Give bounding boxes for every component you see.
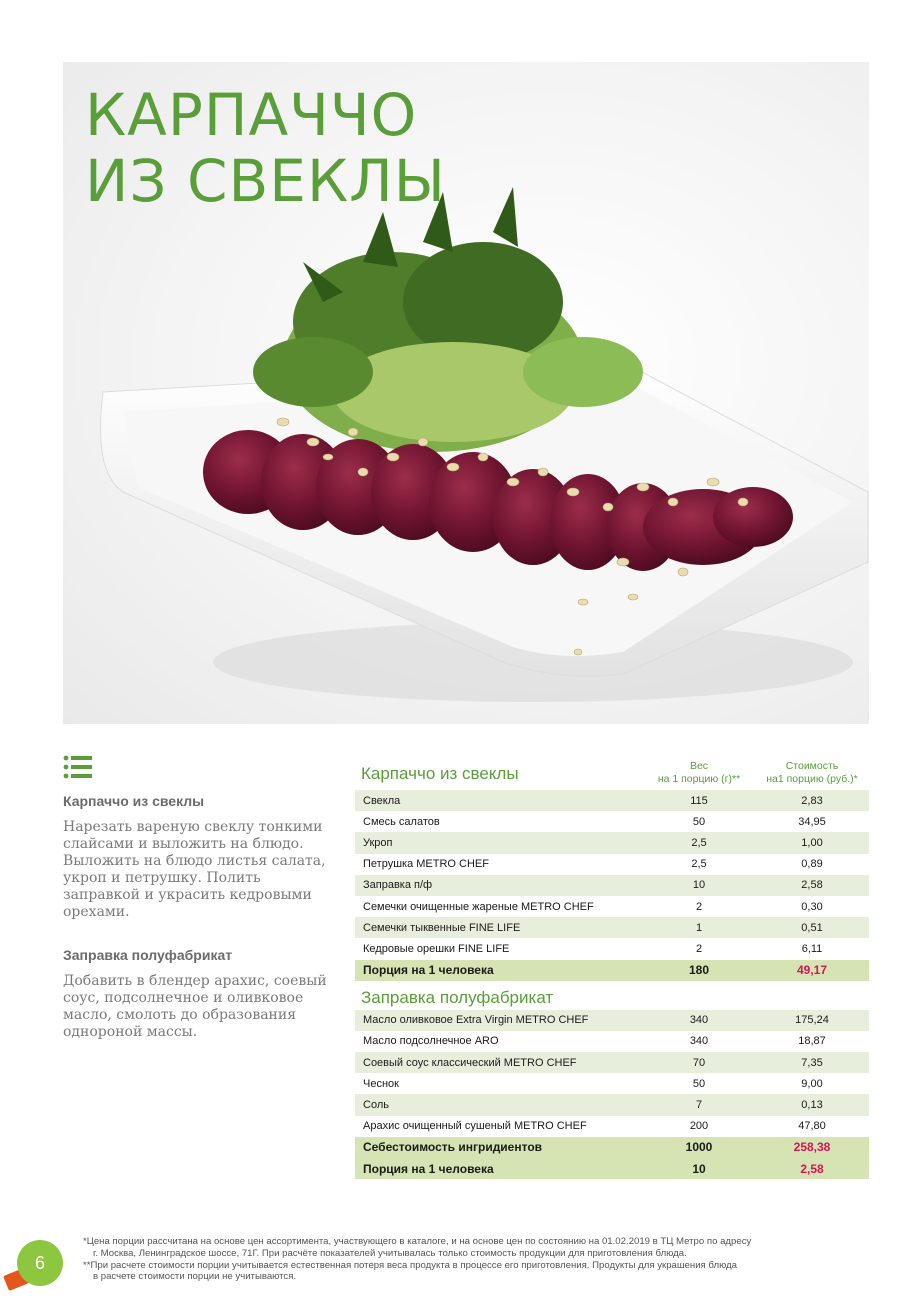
list-icon — [63, 755, 93, 779]
recipe-steps — [63, 793, 331, 1067]
page-title — [85, 82, 446, 214]
ingredient-weight: 2 — [695, 900, 703, 913]
page-number: 6 — [17, 1240, 63, 1286]
table-title: Карпаччо из свеклы — [361, 764, 519, 783]
ingredient-name: Семечки тыквенные FINE LIFE — [363, 921, 521, 934]
cost-header-line-2: на1 порцию (руб.)* — [766, 773, 858, 785]
ingredient-weight: 200 — [689, 1120, 709, 1133]
table-row — [355, 896, 869, 917]
footnote-line: г. Москва, Ленинградское шоссе, 71Г. При расчёте показателей учитывалась только стоимость продукции для приготовления блюда. — [93, 1247, 687, 1259]
table-row — [355, 1073, 869, 1094]
ingredient-name: Соль — [363, 1099, 389, 1112]
total-row — [355, 960, 869, 981]
ingredient-name: Кедровые орешки FINE LIFE — [363, 942, 510, 955]
ingredient-cost: 2,58 — [801, 879, 823, 892]
table-row — [355, 811, 869, 832]
table-row — [355, 1010, 869, 1031]
step-title: Карпаччо из свеклы — [63, 793, 205, 809]
ingredient-weight: 340 — [689, 1014, 709, 1027]
ingredient-name: Масло подсолнечное ARO — [363, 1035, 499, 1048]
table-row — [355, 1052, 869, 1073]
ingredient-cost: 7,35 — [801, 1056, 823, 1069]
table-row — [355, 1116, 869, 1137]
total-cost: 2,58 — [800, 1161, 824, 1176]
ingredient-weight: 2,5 — [691, 858, 707, 871]
ingredient-name: Смесь салатов — [363, 815, 440, 828]
ingredient-cost: 0,51 — [801, 921, 823, 934]
ingredient-name: Семечки очищенные жареные METRO CHEF — [363, 900, 594, 913]
footnote-line: *Цена порции рассчитана на основе цен ассортимента, участвующего в каталоге, и на основе цен по состоянию на 01.02.2019 в ТЦ Метро по адресу — [83, 1236, 752, 1247]
ingredient-name: Чеснок — [363, 1077, 399, 1090]
total-cost: 49,17 — [796, 963, 828, 978]
ingredient-cost: 0,89 — [801, 858, 823, 871]
ingredient-cost: 1,00 — [801, 836, 823, 849]
ingredient-weight: 50 — [692, 1077, 706, 1090]
ingredient-name: Соевый соус классический METRO CHEF — [363, 1056, 577, 1069]
total-label: Себестоимость ингридиентов — [363, 1140, 543, 1155]
ingredient-cost: 34,95 — [798, 815, 826, 828]
ingredient-name: Укроп — [363, 836, 393, 849]
footnote-line: **При расчете стоимости порции учитывается естественная потеря веса продукта в процессе его приготовления. Продукты для украшения блюда — [83, 1259, 737, 1271]
page-title-line-2: ИЗ СВЕКЛЫ — [85, 147, 446, 215]
table-row — [355, 938, 869, 959]
ingredient-cost: 0,30 — [801, 900, 823, 913]
cost-table — [355, 760, 869, 1179]
ingredient-weight: 70 — [692, 1056, 706, 1069]
ingredient-name: Петрушка METRO CHEF — [363, 858, 489, 871]
cost-column-header — [755, 760, 869, 786]
sub-section-title: Заправка полуфабрикат — [361, 987, 554, 1007]
ingredient-weight: 10 — [692, 879, 706, 892]
ingredient-weight: 50 — [692, 815, 706, 828]
ingredient-weight: 340 — [689, 1035, 709, 1048]
total-label: Порция на 1 человека — [363, 1161, 494, 1176]
total-weight: 10 — [692, 1161, 706, 1176]
step-text: Нарезать вареную свеклу тонкими слайсами и выложить на блюдо. Выложить на блюдо листья салата, укроп и петрушку. Полить заправкой и украсить кедровыми орехами. — [63, 819, 326, 920]
total-row — [355, 1137, 869, 1158]
ingredient-name: Арахис очищенный сушеный METRO CHEF — [363, 1120, 587, 1133]
table-row — [355, 832, 869, 853]
sub-section-header — [355, 981, 869, 1010]
weight-header-line-2: на 1 порцию (г)** — [657, 773, 741, 785]
ingredient-weight: 7 — [695, 1099, 703, 1112]
ingredient-cost: 2,83 — [801, 794, 823, 807]
ingredient-cost: 175,24 — [795, 1014, 829, 1027]
step-title: Заправка полуфабрикат — [63, 947, 233, 963]
weight-column-header — [643, 760, 755, 786]
total-cost: 258,38 — [793, 1140, 831, 1155]
table-row — [355, 1094, 869, 1115]
total-label: Порция на 1 человека — [363, 963, 494, 978]
step-text: Добавить в блендер арахис, соевый соус, подсолнечное и оливковое масло, смолоть до образования однороной массы. — [63, 973, 327, 1040]
table-row — [355, 790, 869, 811]
ingredient-cost: 0,13 — [801, 1099, 823, 1112]
ingredient-cost: 6,11 — [801, 942, 823, 955]
ingredient-name: Заправка п/ф — [363, 879, 433, 892]
ingredient-weight: 2 — [695, 942, 703, 955]
ingredient-name: Свекла — [363, 794, 401, 807]
weight-header-line-1: Вес — [689, 760, 709, 772]
total-row — [355, 1158, 869, 1179]
table-row — [355, 1031, 869, 1052]
page-title-line-1: КАРПАЧЧО — [85, 81, 418, 149]
dish-photo — [63, 62, 869, 724]
cost-header-line-1: Стоимость — [785, 760, 839, 772]
ingredient-weight: 1 — [695, 921, 703, 934]
total-weight: 180 — [688, 963, 710, 978]
ingredient-weight: 115 — [690, 794, 708, 807]
footnotes — [83, 1236, 823, 1283]
table-row — [355, 917, 869, 938]
ingredient-cost: 9,00 — [801, 1077, 823, 1090]
table-row — [355, 854, 869, 875]
ingredient-weight: 2,5 — [691, 836, 707, 849]
footnote-line: в расчете стоимости порции не учитываются. — [93, 1271, 297, 1283]
ingredient-cost: 47,80 — [798, 1120, 826, 1133]
total-weight: 1000 — [685, 1140, 713, 1155]
table-row — [355, 875, 869, 896]
table-header — [355, 760, 869, 790]
ingredient-name: Масло оливковое Extra Virgin METRO CHEF — [363, 1014, 589, 1027]
ingredient-cost: 18,87 — [798, 1035, 826, 1048]
